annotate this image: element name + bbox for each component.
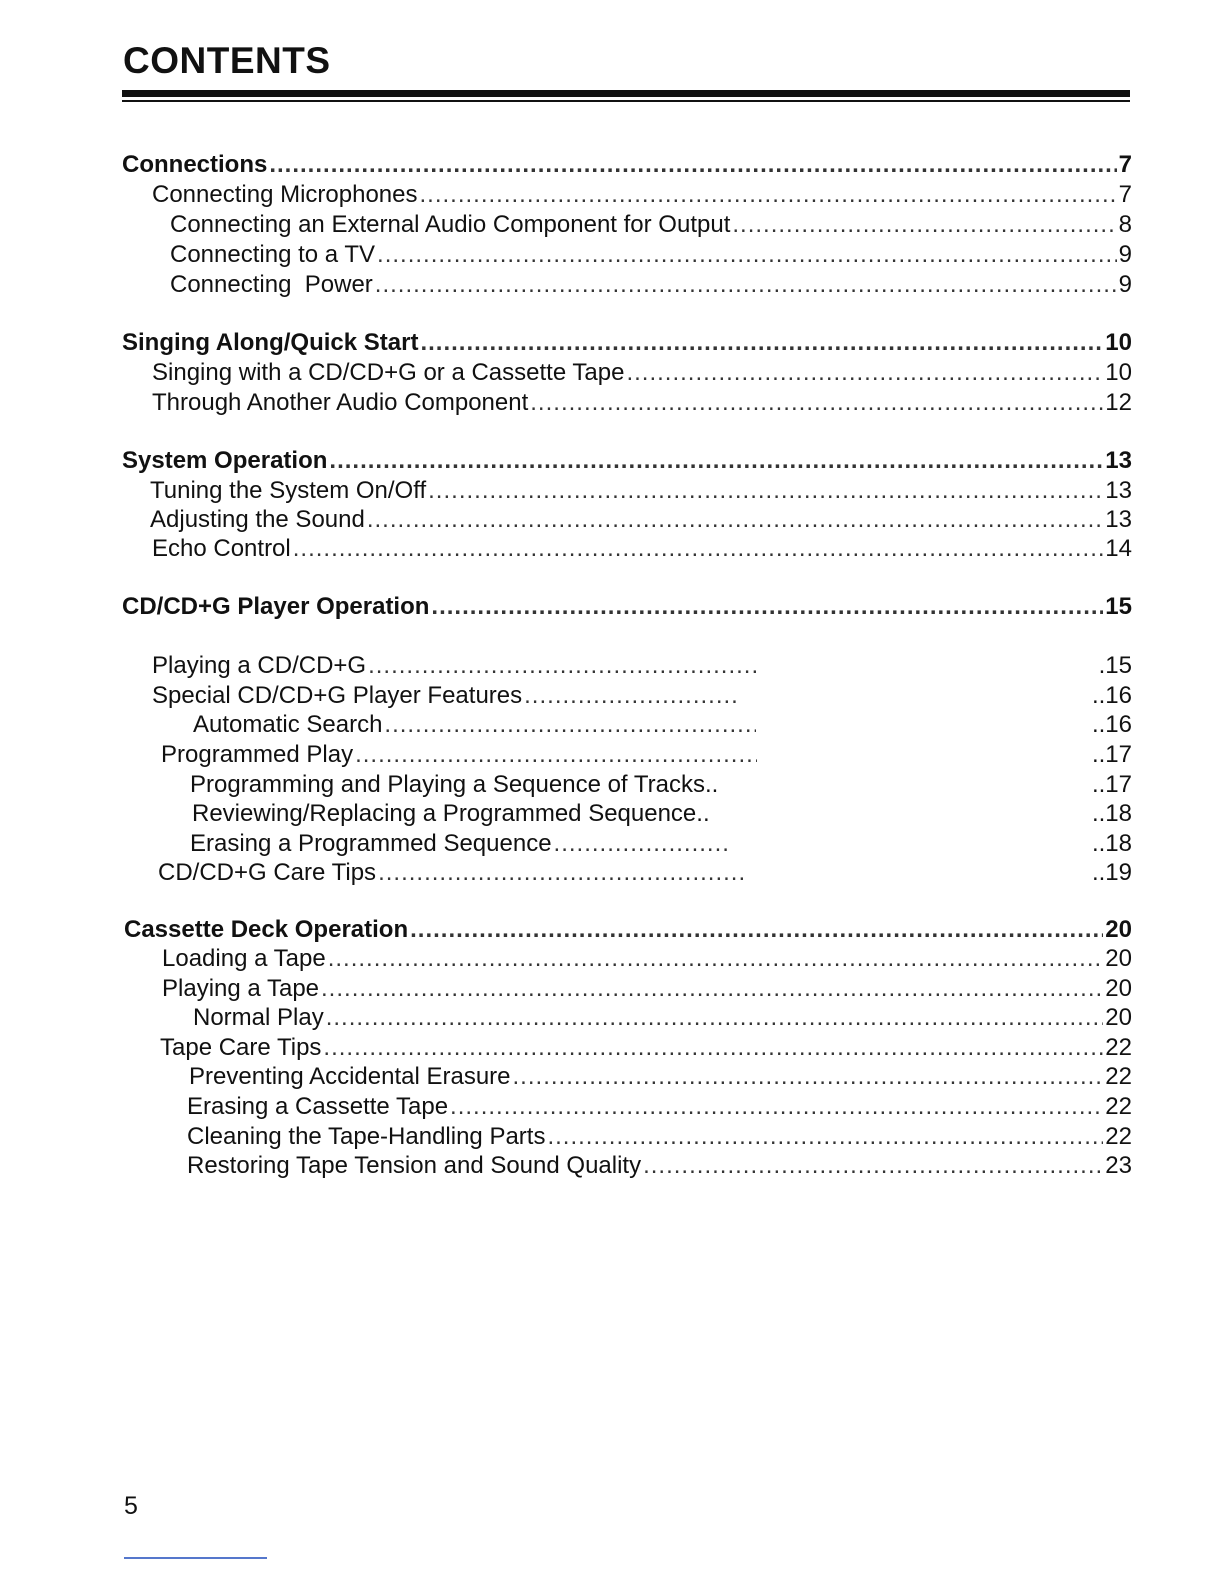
toc-page-number: .15	[1098, 652, 1132, 679]
dot-leader	[328, 944, 1104, 974]
dot-leader	[378, 858, 746, 888]
toc-page-number: 10	[1105, 359, 1132, 386]
dot-leader	[530, 388, 1103, 418]
toc-entry[interactable]	[152, 534, 1132, 564]
dot-leader	[384, 710, 756, 740]
toc-entry[interactable]	[170, 270, 1132, 300]
dot-leader	[323, 1033, 1103, 1063]
dot-leader	[450, 1092, 1103, 1122]
toc-page-number: 10	[1105, 329, 1132, 356]
toc-entry-label: Automatic Search	[193, 711, 383, 738]
toc-entry-label: CD/CD+G Care Tips	[158, 859, 377, 886]
dot-leader	[513, 1062, 1104, 1092]
page-title: CONTENTS	[123, 40, 331, 81]
toc-page-number: 13	[1105, 447, 1132, 474]
dot-leader	[547, 1122, 1103, 1152]
toc-entry[interactable]	[150, 505, 1132, 535]
dot-leader	[431, 592, 1103, 622]
toc-page-number: 20	[1105, 916, 1132, 943]
bottom-rule	[124, 1557, 267, 1559]
toc-page-number: 22	[1105, 1123, 1132, 1150]
toc-section-system-operation[interactable]	[122, 446, 1132, 476]
dot-leader	[420, 180, 1117, 210]
toc-page-number: 23	[1105, 1152, 1132, 1179]
dot-leader	[269, 150, 1116, 180]
dot-leader	[367, 505, 1103, 535]
dot-leader	[368, 651, 760, 681]
dot-leader	[428, 476, 1103, 506]
toc-entry[interactable]	[160, 1033, 1132, 1063]
toc-entry[interactable]	[187, 1151, 1132, 1181]
toc-entry[interactable]	[187, 1122, 1132, 1152]
toc-page-number: 20	[1105, 945, 1132, 972]
toc-entry-label: Cleaning the Tape-Handling Parts	[187, 1123, 546, 1150]
toc-entry[interactable]	[170, 210, 1132, 240]
toc-page-number: 8	[1118, 211, 1132, 238]
toc-entry[interactable]	[189, 1062, 1132, 1092]
toc-entry[interactable]	[192, 799, 1132, 829]
toc-entry[interactable]	[158, 858, 1132, 888]
toc-entry-label: Reviewing/Replacing a Programmed Sequence..	[192, 800, 710, 827]
toc-entry-label: Connections	[122, 151, 268, 178]
toc-page-number: ..18	[1091, 830, 1132, 857]
toc-entry-label: Preventing Accidental Erasure	[189, 1063, 511, 1090]
toc-entry[interactable]	[162, 974, 1132, 1004]
toc-entry-label: Tape Care Tips	[160, 1034, 322, 1061]
toc-entry[interactable]	[152, 681, 1132, 711]
dot-leader	[355, 740, 757, 770]
dot-leader	[326, 1003, 1104, 1033]
dot-leader	[643, 1151, 1103, 1181]
toc-section-singing-along[interactable]	[122, 328, 1132, 358]
toc-entry-label: Singing Along/Quick Start	[122, 329, 419, 356]
toc-page-number: ..16	[1091, 711, 1132, 738]
toc-entry-label: Normal Play	[193, 1004, 324, 1031]
toc-entry[interactable]	[170, 240, 1132, 270]
dot-leader	[321, 974, 1103, 1004]
toc-entry-label: Programming and Playing a Sequence of Tracks..	[190, 771, 719, 798]
toc-entry-label: Singing with a CD/CD+G or a Cassette Tape	[152, 359, 625, 386]
toc-page-number: 7	[1118, 151, 1132, 178]
dot-leader	[524, 681, 736, 711]
dot-leader	[329, 446, 1103, 476]
toc-entry-label: Erasing a Cassette Tape	[187, 1093, 449, 1120]
toc-page-number: ..19	[1091, 859, 1132, 886]
toc-entry-label: Connecting to a TV	[170, 241, 376, 268]
dot-leader	[293, 534, 1104, 564]
toc-page-number: ..16	[1091, 682, 1132, 709]
toc-entry-label: Adjusting the Sound	[150, 506, 365, 533]
toc-page-number: 22	[1105, 1034, 1132, 1061]
toc-entry-label: Playing a Tape	[162, 975, 320, 1002]
toc-page-number: ..18	[1091, 800, 1132, 827]
toc-entry-label: Connecting an External Audio Component for Output	[170, 211, 731, 238]
toc-entry[interactable]	[152, 651, 1132, 681]
toc-entry-label: CD/CD+G Player Operation	[122, 593, 430, 620]
toc-entry[interactable]	[193, 710, 1132, 740]
toc-entry-label: Connecting Power	[170, 271, 373, 298]
toc-entry-label: Tuning the System On/Off	[150, 477, 427, 504]
toc-entry-label: Erasing a Programmed Sequence	[190, 830, 552, 857]
toc-section-cd-player-operation[interactable]	[122, 592, 1132, 622]
toc-entry[interactable]	[190, 829, 1132, 859]
toc-page-number: 9	[1118, 271, 1132, 298]
toc-entry-label: System Operation	[122, 447, 328, 474]
toc-page-number: 13	[1105, 477, 1132, 504]
dot-leader	[554, 829, 730, 859]
toc-page-number: 9	[1118, 241, 1132, 268]
toc-entry[interactable]	[162, 944, 1132, 974]
toc-page-number: 20	[1105, 975, 1132, 1002]
toc-page-number: 20	[1105, 1004, 1132, 1031]
toc-section-connections[interactable]	[122, 150, 1132, 180]
toc-entry-label: Playing a CD/CD+G	[152, 652, 367, 679]
toc-page-number: 7	[1118, 181, 1132, 208]
toc-entry-label: Cassette Deck Operation	[124, 916, 409, 943]
page-number: 5	[124, 1492, 138, 1520]
toc-page-number: 14	[1105, 535, 1132, 562]
dot-leader	[410, 915, 1103, 945]
toc-entry[interactable]	[190, 770, 1132, 800]
toc-entry-label: Restoring Tape Tension and Sound Quality	[187, 1152, 642, 1179]
toc-entry[interactable]	[152, 180, 1132, 210]
dot-leader	[377, 240, 1117, 270]
toc-entry-label: Special CD/CD+G Player Features	[152, 682, 523, 709]
dot-leader	[375, 270, 1117, 300]
toc-page-number: 12	[1105, 389, 1132, 416]
toc-entry-label: Loading a Tape	[162, 945, 326, 972]
toc-entry[interactable]	[152, 358, 1132, 388]
toc-page-number: 15	[1105, 593, 1132, 620]
toc-entry[interactable]	[193, 1003, 1132, 1033]
toc-entry[interactable]	[152, 388, 1132, 418]
toc-entry[interactable]	[150, 476, 1132, 506]
toc-entry[interactable]	[187, 1092, 1132, 1122]
toc-entry-label: Through Another Audio Component	[152, 389, 529, 416]
dot-leader	[626, 358, 1103, 388]
toc-section-cassette-deck-operation[interactable]	[124, 915, 1132, 945]
toc-page-number: 22	[1105, 1063, 1132, 1090]
toc-page-number: ..17	[1091, 771, 1132, 798]
toc-page-number: 22	[1105, 1093, 1132, 1120]
toc-entry[interactable]	[161, 740, 1132, 770]
toc-page-number: 13	[1105, 506, 1132, 533]
title-rule	[122, 90, 1130, 102]
toc-entry-label: Programmed Play	[161, 741, 354, 768]
dot-leader	[732, 210, 1116, 240]
toc-entry-label: Connecting Microphones	[152, 181, 418, 208]
toc-page-number: ..17	[1091, 741, 1132, 768]
toc-entry-label: Echo Control	[152, 535, 291, 562]
dot-leader	[420, 328, 1103, 358]
